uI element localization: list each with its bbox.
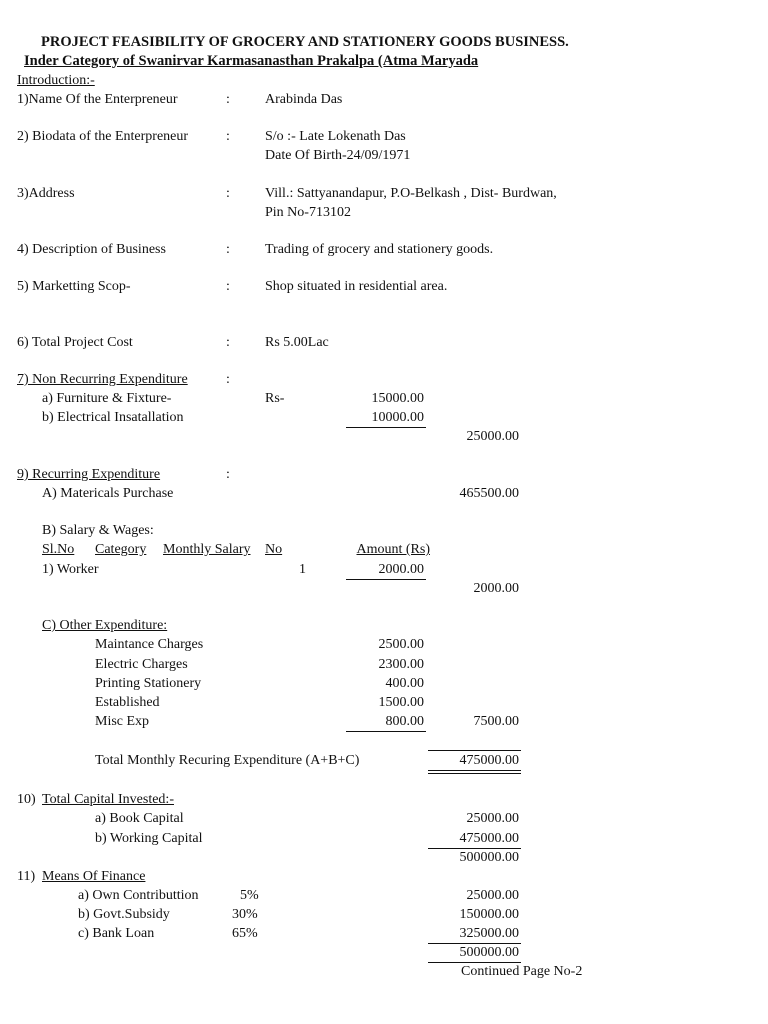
name-label: 1)Name Of the Enterpreneur (17, 92, 178, 107)
address-colon: : (226, 186, 230, 201)
other-expenditure-total: 7500.00 (473, 714, 519, 729)
worker-count: 1 (299, 562, 306, 577)
other-row-label: Electric Charges (95, 657, 188, 672)
name-value: Arabinda Das (265, 92, 343, 107)
materials-label: A) Matericals Purchase (42, 486, 174, 501)
finance-row-pct: 65% (232, 926, 258, 941)
description-value: Trading of grocery and stationery goods. (265, 242, 494, 257)
address-label: 3)Address (17, 186, 75, 201)
other-row-amount: 800.00 (385, 714, 424, 729)
finance-row-label: b) Govt.Subsidy (78, 907, 170, 922)
project-cost-value: Rs 5.00Lac (265, 335, 329, 350)
other-subtotal-rule (346, 731, 426, 732)
finance-heading: Means Of Finance (42, 869, 146, 884)
recurring-total-rule-bottom (428, 770, 521, 771)
other-row-amount: 2500.00 (378, 637, 424, 652)
recurring-total-label: Total Monthly Recuring Expenditure (A+B+C) (95, 753, 360, 768)
non-recurring-colon: : (226, 372, 230, 387)
recurring-colon: : (226, 467, 230, 482)
address-line2: Pin No-713102 (265, 205, 351, 220)
recurring-total-rule-top (428, 750, 521, 751)
biodata-colon: : (226, 129, 230, 144)
currency-label: Rs- (265, 391, 285, 406)
col-header-slno: Sl.No (42, 542, 75, 557)
other-row-amount: 1500.00 (378, 695, 424, 710)
book-capital-amount: 25000.00 (466, 811, 519, 826)
finance-row-pct: 5% (240, 888, 259, 903)
worker-amount: 2000.00 (378, 562, 424, 577)
name-colon: : (226, 92, 230, 107)
finance-row-amount: 325000.00 (459, 926, 519, 941)
salary-heading: B) Salary & Wages: (42, 523, 154, 538)
other-row-amount: 400.00 (385, 676, 424, 691)
marketing-value: Shop situated in residential area. (265, 279, 448, 294)
finance-total: 500000.00 (459, 945, 519, 960)
col-header-no: No (265, 542, 283, 557)
materials-amount: 465500.00 (459, 486, 519, 501)
finance-row-label: c) Bank Loan (78, 926, 155, 941)
introduction-heading: Introduction:- (17, 73, 95, 88)
description-label: 4) Description of Business (17, 242, 166, 257)
capital-total: 500000.00 (459, 850, 519, 865)
other-row-label: Established (95, 695, 160, 710)
book-capital-label: a) Book Capital (95, 811, 184, 826)
finance-row-amount: 25000.00 (466, 888, 519, 903)
col-header-category: Category (95, 542, 147, 557)
recurring-heading: 9) Recurring Expenditure (17, 467, 161, 482)
finance-number: 11) (17, 869, 36, 884)
electrical-label: b) Electrical Insatallation (42, 410, 184, 425)
col-header-amount: Amount (Rs) (356, 542, 430, 557)
recurring-total-amount: 475000.00 (459, 753, 519, 768)
working-capital-amount: 475000.00 (459, 831, 519, 846)
address-line1: Vill.: Sattyanandapur, P.O-Belkash , Dist- Burdwan, (265, 186, 557, 201)
finance-row-label: a) Own Contributtion (78, 888, 199, 903)
other-row-amount: 2300.00 (378, 657, 424, 672)
biodata-line1: S/o :- Late Lokenath Das (265, 129, 406, 144)
description-colon: : (226, 242, 230, 257)
capital-number: 10) (17, 792, 36, 807)
biodata-label: 2) Biodata of the Enterpreneur (17, 129, 189, 144)
marketing-colon: : (226, 279, 230, 294)
col-header-monthly-salary: Monthly Salary (163, 542, 251, 557)
other-row-label: Maintance Charges (95, 637, 204, 652)
document-subtitle: Inder Category of Swanirvar Karmasanasthan Prakalpa (Atma Maryada (24, 53, 479, 69)
electrical-amount: 10000.00 (371, 410, 424, 425)
finance-row-pct: 30% (232, 907, 258, 922)
working-capital-label: b) Working Capital (95, 831, 203, 846)
recurring-total-rule-double (428, 773, 521, 774)
salary-total: 2000.00 (473, 581, 519, 596)
non-recurring-total: 25000.00 (466, 429, 519, 444)
biodata-line2: Date Of Birth-24/09/1971 (265, 148, 411, 163)
continued-note: Continued Page No-2 (461, 964, 583, 979)
project-cost-colon: : (226, 335, 230, 350)
furniture-label: a) Furniture & Fixture- (42, 391, 172, 406)
worker-label: 1) Worker (42, 562, 99, 577)
non-recurring-subtotal-rule (346, 427, 426, 428)
salary-subtotal-rule (346, 579, 426, 580)
capital-heading: Total Capital Invested:- (42, 792, 174, 807)
other-expenditure-heading: C) Other Expenditure: (42, 618, 168, 633)
other-row-label: Printing Stationery (95, 676, 202, 691)
other-row-label: Misc Exp (95, 714, 150, 729)
project-cost-label: 6) Total Project Cost (17, 335, 133, 350)
non-recurring-heading: 7) Non Recurring Expenditure (17, 372, 188, 387)
furniture-amount: 15000.00 (371, 391, 424, 406)
finance-row-amount: 150000.00 (459, 907, 519, 922)
document-title: PROJECT FEASIBILITY OF GROCERY AND STATIONERY GOODS BUSINESS. (41, 34, 569, 50)
marketing-label: 5) Marketting Scop- (17, 279, 131, 294)
